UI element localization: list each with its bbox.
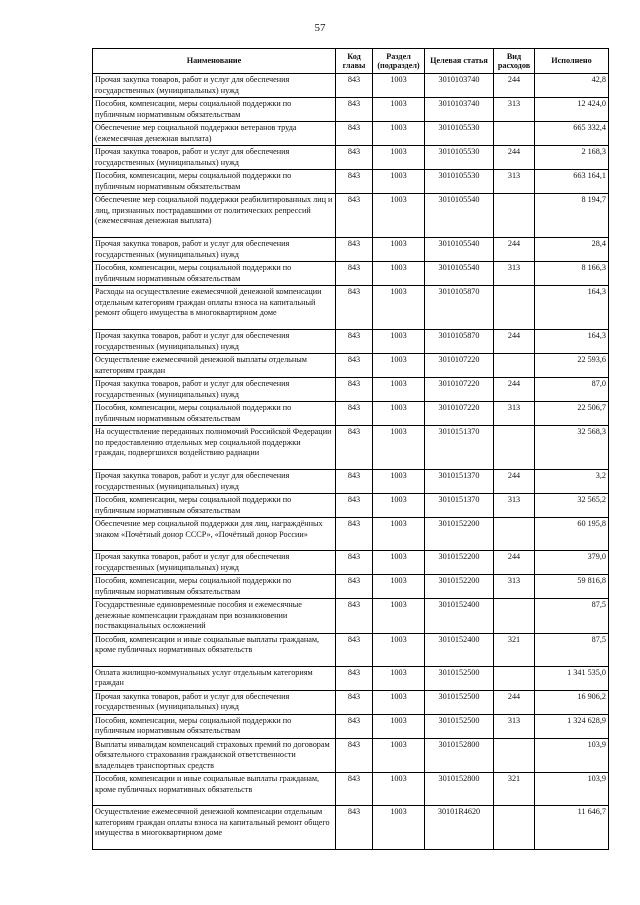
cell-chapter-code: 843 xyxy=(336,262,373,286)
cell-chapter-code: 843 xyxy=(336,194,373,238)
cell-expense-type: 313 xyxy=(494,494,535,518)
cell-chapter-code: 843 xyxy=(336,633,373,666)
cell-chapter-code: 843 xyxy=(336,146,373,170)
cell-executed: 11 646,7 xyxy=(535,806,609,850)
table-row xyxy=(93,738,609,773)
cell-expense-type xyxy=(494,286,535,330)
cell-target-article: 3010105540 xyxy=(425,262,494,286)
cell-target-article: 3010103740 xyxy=(425,74,494,98)
cell-name: Прочая закупка товаров, работ и услуг для обеспечения государственных (муниципальных) нужд xyxy=(93,470,336,494)
cell-chapter-code: 843 xyxy=(336,714,373,738)
cell-executed: 379,0 xyxy=(535,551,609,575)
table-row xyxy=(93,773,609,806)
cell-name: Прочая закупка товаров, работ и услуг для обеспечения государственных (муниципальных) нужд xyxy=(93,551,336,575)
cell-target-article: 3010152800 xyxy=(425,738,494,773)
table-row xyxy=(93,354,609,378)
cell-name: Прочая закупка товаров, работ и услуг для обеспечения государственных (муниципальных) нужд xyxy=(93,330,336,354)
table-row xyxy=(93,378,609,402)
cell-section: 1003 xyxy=(373,286,425,330)
cell-target-article: 3010105540 xyxy=(425,194,494,238)
cell-executed: 164,3 xyxy=(535,330,609,354)
cell-target-article: 3010103740 xyxy=(425,98,494,122)
cell-section: 1003 xyxy=(373,690,425,714)
cell-expense-type: 244 xyxy=(494,146,535,170)
cell-name: Пособия, компенсации, меры социальной поддержки по публичным нормативным обязательствам xyxy=(93,402,336,426)
cell-target-article: 3010152800 xyxy=(425,773,494,806)
cell-name: Прочая закупка товаров, работ и услуг для обеспечения государственных (муниципальных) нужд xyxy=(93,146,336,170)
cell-executed: 22 506,7 xyxy=(535,402,609,426)
cell-expense-type: 313 xyxy=(494,402,535,426)
table-row xyxy=(93,98,609,122)
cell-chapter-code: 843 xyxy=(336,551,373,575)
cell-expense-type xyxy=(494,666,535,690)
cell-executed: 59 816,8 xyxy=(535,575,609,599)
cell-section: 1003 xyxy=(373,806,425,850)
cell-name: Осуществление ежемесячной денежной выплаты отдельным категориям граждан xyxy=(93,354,336,378)
cell-chapter-code: 843 xyxy=(336,494,373,518)
table-row xyxy=(93,599,609,634)
cell-expense-type: 244 xyxy=(494,330,535,354)
cell-section: 1003 xyxy=(373,714,425,738)
cell-name: На осуществление переданных полномочий Российской Федерации по предоставлению отдельных мер социальной поддержки граждан, подвергшихся воздействию радиации xyxy=(93,426,336,470)
cell-section: 1003 xyxy=(373,238,425,262)
cell-target-article: 3010152500 xyxy=(425,690,494,714)
cell-executed: 8 166,3 xyxy=(535,262,609,286)
cell-chapter-code: 843 xyxy=(336,170,373,194)
cell-target-article: 3010105530 xyxy=(425,122,494,146)
table-row xyxy=(93,170,609,194)
table-row xyxy=(93,74,609,98)
cell-section: 1003 xyxy=(373,633,425,666)
cell-chapter-code: 843 xyxy=(336,575,373,599)
table-row xyxy=(93,426,609,470)
cell-section: 1003 xyxy=(373,551,425,575)
header-expense-type: Вид расходов xyxy=(494,49,535,74)
cell-target-article: 3010107220 xyxy=(425,378,494,402)
table-row xyxy=(93,194,609,238)
cell-name: Осуществление ежемесячной денежной компенсации отдельным категориям граждан оплаты взноса на капитальный ремонт общего имущества в многоквартирном доме xyxy=(93,806,336,850)
cell-executed: 28,4 xyxy=(535,238,609,262)
cell-target-article: 3010105540 xyxy=(425,238,494,262)
cell-expense-type: 313 xyxy=(494,98,535,122)
cell-chapter-code: 843 xyxy=(336,773,373,806)
cell-chapter-code: 843 xyxy=(336,98,373,122)
cell-target-article: 3010105870 xyxy=(425,286,494,330)
cell-name: Прочая закупка товаров, работ и услуг для обеспечения государственных (муниципальных) нужд xyxy=(93,690,336,714)
cell-name: Пособия, компенсации и иные социальные выплаты гражданам, кроме публичных нормативных обязательств xyxy=(93,633,336,666)
cell-expense-type xyxy=(494,354,535,378)
table-row xyxy=(93,666,609,690)
cell-target-article: 3010152500 xyxy=(425,666,494,690)
cell-target-article: 30101R4620 xyxy=(425,806,494,850)
cell-executed: 665 332,4 xyxy=(535,122,609,146)
table-row xyxy=(93,286,609,330)
cell-executed: 32 565,2 xyxy=(535,494,609,518)
cell-expense-type xyxy=(494,122,535,146)
cell-expense-type: 244 xyxy=(494,74,535,98)
cell-section: 1003 xyxy=(373,122,425,146)
cell-chapter-code: 843 xyxy=(336,286,373,330)
cell-target-article: 3010152500 xyxy=(425,714,494,738)
table-body xyxy=(93,74,609,850)
cell-section: 1003 xyxy=(373,599,425,634)
cell-executed: 60 195,8 xyxy=(535,518,609,551)
cell-executed: 103,9 xyxy=(535,738,609,773)
cell-expense-type: 244 xyxy=(494,551,535,575)
table-row xyxy=(93,330,609,354)
cell-executed: 1 341 535,0 xyxy=(535,666,609,690)
cell-chapter-code: 843 xyxy=(336,426,373,470)
cell-target-article: 3010151370 xyxy=(425,494,494,518)
cell-name: Пособия, компенсации, меры социальной поддержки по публичным нормативным обязательствам xyxy=(93,170,336,194)
table-row xyxy=(93,551,609,575)
cell-executed: 22 593,6 xyxy=(535,354,609,378)
cell-name: Пособия, компенсации, меры социальной поддержки по публичным нормативным обязательствам xyxy=(93,575,336,599)
cell-name: Государственные единовременные пособия и ежемесячные денежные компенсации гражданам при возникновении поствакцинальных осложнений xyxy=(93,599,336,634)
cell-section: 1003 xyxy=(373,194,425,238)
cell-target-article: 3010107220 xyxy=(425,402,494,426)
cell-chapter-code: 843 xyxy=(336,518,373,551)
cell-expense-type: 313 xyxy=(494,262,535,286)
table-row xyxy=(93,122,609,146)
cell-executed: 1 324 628,9 xyxy=(535,714,609,738)
cell-chapter-code: 843 xyxy=(336,330,373,354)
cell-section: 1003 xyxy=(373,378,425,402)
cell-expense-type xyxy=(494,194,535,238)
cell-chapter-code: 843 xyxy=(336,690,373,714)
cell-section: 1003 xyxy=(373,330,425,354)
table-row xyxy=(93,714,609,738)
header-chapter-code: Код главы xyxy=(336,49,373,74)
cell-section: 1003 xyxy=(373,426,425,470)
table-row xyxy=(93,633,609,666)
cell-chapter-code: 843 xyxy=(336,402,373,426)
table-row xyxy=(93,518,609,551)
table-row xyxy=(93,494,609,518)
table-row xyxy=(93,262,609,286)
cell-expense-type xyxy=(494,806,535,850)
cell-section: 1003 xyxy=(373,74,425,98)
cell-section: 1003 xyxy=(373,575,425,599)
cell-name: Пособия, компенсации, меры социальной поддержки по публичным нормативным обязательствам xyxy=(93,714,336,738)
cell-expense-type: 244 xyxy=(494,690,535,714)
cell-expense-type xyxy=(494,738,535,773)
cell-target-article: 3010152200 xyxy=(425,575,494,599)
cell-name: Пособия, компенсации и иные социальные выплаты гражданам, кроме публичных нормативных обязательств xyxy=(93,773,336,806)
cell-executed: 12 424,0 xyxy=(535,98,609,122)
cell-expense-type: 244 xyxy=(494,378,535,402)
cell-section: 1003 xyxy=(373,98,425,122)
cell-section: 1003 xyxy=(373,773,425,806)
cell-target-article: 3010152200 xyxy=(425,518,494,551)
cell-target-article: 3010151370 xyxy=(425,426,494,470)
header-name: Наименование xyxy=(93,49,336,74)
cell-chapter-code: 843 xyxy=(336,599,373,634)
cell-expense-type xyxy=(494,599,535,634)
cell-expense-type: 313 xyxy=(494,170,535,194)
cell-executed: 103,9 xyxy=(535,773,609,806)
cell-executed: 87,5 xyxy=(535,633,609,666)
cell-name: Расходы на осуществление ежемесячной денежной компенсации отдельным категориям граждан оплаты взноса на капитальный ремонт общего имущества в многоквартирном доме xyxy=(93,286,336,330)
cell-chapter-code: 843 xyxy=(336,806,373,850)
cell-name: Прочая закупка товаров, работ и услуг для обеспечения государственных (муниципальных) нужд xyxy=(93,378,336,402)
cell-expense-type: 313 xyxy=(494,714,535,738)
cell-target-article: 3010105530 xyxy=(425,170,494,194)
cell-chapter-code: 843 xyxy=(336,122,373,146)
cell-name: Обеспечение мер социальной поддержки реабилитированных лиц и лиц, признанных пострадавшими от политических репрессий (ежемесячная денежная выплата) xyxy=(93,194,336,238)
cell-name: Обеспечение мер социальной поддержки для лиц, награждённых знаком «Почётный донор СССР», «Почётный донор России» xyxy=(93,518,336,551)
cell-section: 1003 xyxy=(373,170,425,194)
page-number: 57 xyxy=(314,22,326,34)
cell-executed: 87,0 xyxy=(535,378,609,402)
table-row xyxy=(93,690,609,714)
cell-section: 1003 xyxy=(373,738,425,773)
cell-executed: 164,3 xyxy=(535,286,609,330)
cell-name: Выплаты инвалидам компенсаций страховых премий по договорам обязательного страхования гражданской ответственности владельцев транспортных средств xyxy=(93,738,336,773)
cell-chapter-code: 843 xyxy=(336,666,373,690)
cell-name: Прочая закупка товаров, работ и услуг для обеспечения государственных (муниципальных) нужд xyxy=(93,238,336,262)
cell-section: 1003 xyxy=(373,470,425,494)
cell-executed: 3,2 xyxy=(535,470,609,494)
cell-executed: 32 568,3 xyxy=(535,426,609,470)
cell-expense-type: 244 xyxy=(494,470,535,494)
cell-section: 1003 xyxy=(373,354,425,378)
cell-executed: 16 906,2 xyxy=(535,690,609,714)
cell-executed: 8 194,7 xyxy=(535,194,609,238)
cell-expense-type xyxy=(494,518,535,551)
cell-section: 1003 xyxy=(373,402,425,426)
cell-section: 1003 xyxy=(373,262,425,286)
cell-target-article: 3010152400 xyxy=(425,633,494,666)
cell-expense-type: 313 xyxy=(494,575,535,599)
cell-section: 1003 xyxy=(373,494,425,518)
cell-name: Пособия, компенсации, меры социальной поддержки по публичным нормативным обязательствам xyxy=(93,98,336,122)
table-row xyxy=(93,238,609,262)
cell-chapter-code: 843 xyxy=(336,74,373,98)
cell-target-article: 3010107220 xyxy=(425,354,494,378)
table-row xyxy=(93,575,609,599)
header-target-article: Целевая статья xyxy=(425,49,494,74)
cell-chapter-code: 843 xyxy=(336,238,373,262)
cell-section: 1003 xyxy=(373,666,425,690)
cell-expense-type xyxy=(494,426,535,470)
cell-name: Прочая закупка товаров, работ и услуг для обеспечения государственных (муниципальных) нужд xyxy=(93,74,336,98)
cell-target-article: 3010151370 xyxy=(425,470,494,494)
cell-executed: 42,8 xyxy=(535,74,609,98)
cell-target-article: 3010152200 xyxy=(425,551,494,575)
budget-table xyxy=(92,48,609,850)
cell-expense-type: 321 xyxy=(494,633,535,666)
cell-section: 1003 xyxy=(373,518,425,551)
table-row xyxy=(93,806,609,850)
cell-chapter-code: 843 xyxy=(336,738,373,773)
cell-executed: 2 168,3 xyxy=(535,146,609,170)
header-section: Раздел (подраздел) xyxy=(373,49,425,74)
table-row xyxy=(93,402,609,426)
table-header-row xyxy=(93,49,609,74)
cell-executed: 87,5 xyxy=(535,599,609,634)
table-row xyxy=(93,146,609,170)
cell-executed: 663 164,1 xyxy=(535,170,609,194)
cell-section: 1003 xyxy=(373,146,425,170)
cell-name: Пособия, компенсации, меры социальной поддержки по публичным нормативным обязательствам xyxy=(93,262,336,286)
cell-chapter-code: 843 xyxy=(336,378,373,402)
cell-target-article: 3010152400 xyxy=(425,599,494,634)
cell-expense-type: 321 xyxy=(494,773,535,806)
cell-name: Пособия, компенсации, меры социальной поддержки по публичным нормативным обязательствам xyxy=(93,494,336,518)
table-row xyxy=(93,470,609,494)
cell-chapter-code: 843 xyxy=(336,470,373,494)
cell-name: Оплата жилищно-коммунальных услуг отдельным категориям граждан xyxy=(93,666,336,690)
cell-target-article: 3010105530 xyxy=(425,146,494,170)
cell-expense-type: 244 xyxy=(494,238,535,262)
cell-chapter-code: 843 xyxy=(336,354,373,378)
cell-target-article: 3010105870 xyxy=(425,330,494,354)
header-executed: Исполнено xyxy=(535,49,609,74)
cell-name: Обеспечение мер социальной поддержки ветеранов труда (ежемесячная денежная выплата) xyxy=(93,122,336,146)
